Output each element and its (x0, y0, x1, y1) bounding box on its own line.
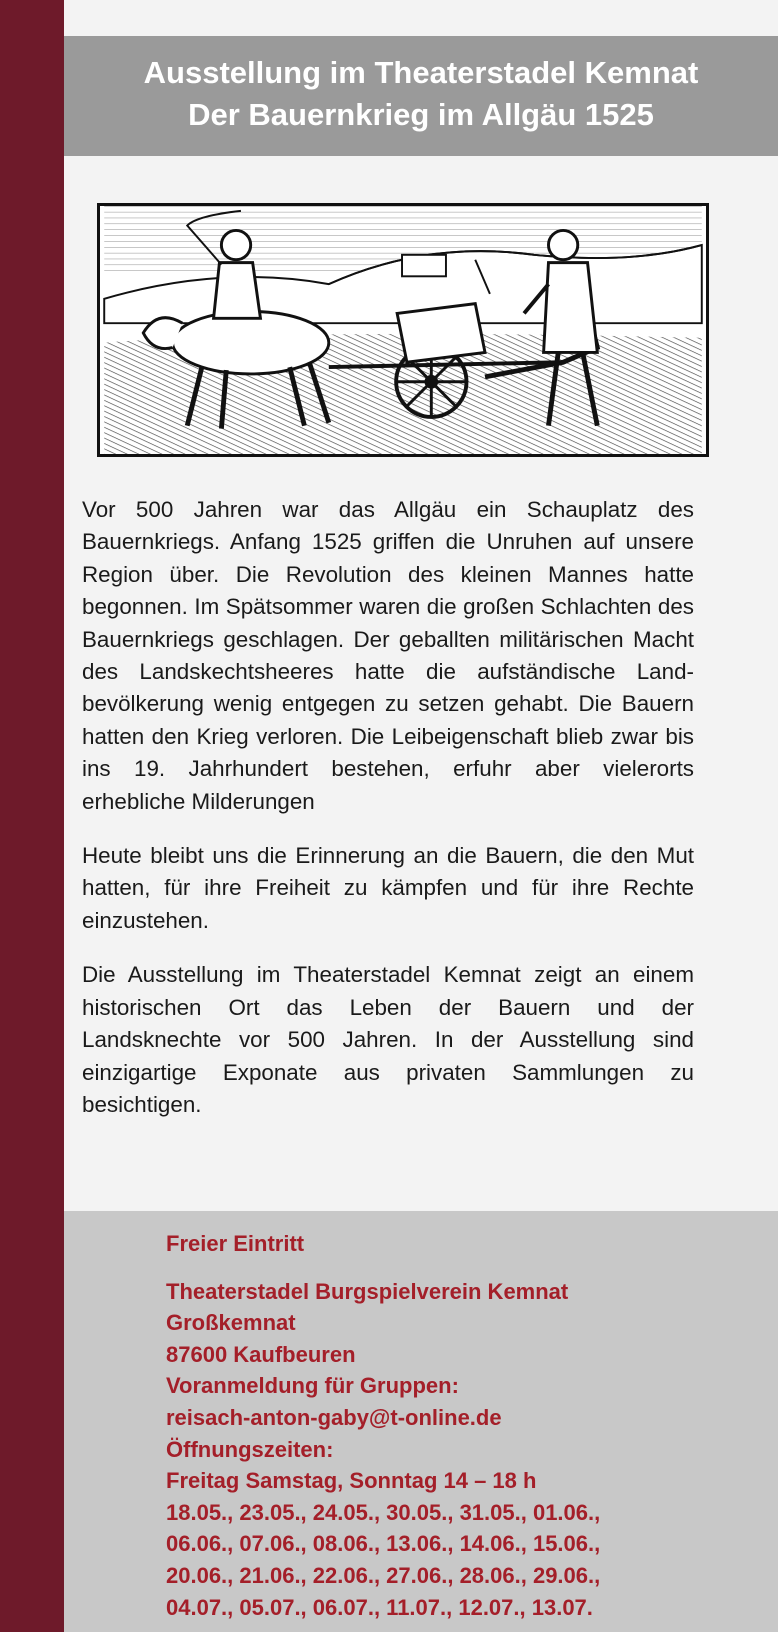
dates-row: 04.07., 05.07., 06.07., 11.07., 12.07., 13.07. (166, 1594, 593, 1620)
title-line-1: Ausstellung im Theaterstadel Kemnat (143, 55, 699, 90)
title-line-2: Der Bauernkrieg im Allgäu 1525 (188, 97, 654, 132)
admission-text: Freier Eintritt (166, 1231, 305, 1256)
visitor-info (166, 1228, 756, 1623)
woodcut-plowing-scene-icon (97, 203, 709, 457)
dates-row: 18.05., 23.05., 24.05., 30.05., 31.05., 01.06., (166, 1499, 601, 1525)
dates-row: 20.06., 21.06., 22.06., 27.06., 28.06., 29.06., (166, 1562, 601, 1588)
venue-place: Großkemnat (166, 1310, 296, 1336)
paragraph-2: Heute bleibt uns die Erinnerung an die Bauern, die den Mut hatten, für ihre Freiheit zu kämpfen und für ihre Rechte einzustehen. (82, 843, 694, 933)
opening-hours: Freitag Samstag, Sonntag 14 – 18 h (166, 1468, 537, 1494)
venue-city: 87600 Kaufbeuren (166, 1341, 356, 1367)
contact-email[interactable]: reisach-anton-gaby@t-online.de (166, 1404, 502, 1430)
intro-text (82, 494, 694, 1143)
title-banner (64, 36, 778, 156)
dates-row: 06.06., 07.06., 08.06., 13.06., 14.06., 15.06., (166, 1531, 601, 1557)
opening-hours-label: Öffnungszeiten: (166, 1436, 334, 1462)
paragraph-1: Vor 500 Jahren war das Allgäu ein Schauplatz des Bauernkriegs. Anfang 1525 griffen die Unruhen auf unsere Region über. Die Revolution des kleinen Mannes hatte begonnen. Im Spätsommer waren die großen Schlachten des Bauernkriegs geschlagen. Der geballten militärischen Macht des Landskechtsheeres hatte die aufständische Land-bevölkerung wenig entgegen zu setzen gehabt. Die Bauern hatten den Krieg verloren. Die Leibeigenschaft blieb zwar bis ins 19. Jahrhundert bestehen, erfuhr aber vielerorts erhebliche Milderungen (82, 497, 694, 814)
left-color-bar (0, 0, 64, 1632)
paragraph-3: Die Ausstellung im Theaterstadel Kemnat zeigt an einem historischen Ort das Leben der Bauern und der Landsknechte vor 500 Jahren. In der Ausstellung sind einzigartige Exponate aus privaten Sammlungen zu besichtigen. (82, 962, 694, 1117)
group-registration-label: Voranmeldung für Gruppen: (166, 1373, 459, 1399)
venue-name: Theaterstadel Burgspielverein Kemnat (166, 1278, 569, 1304)
